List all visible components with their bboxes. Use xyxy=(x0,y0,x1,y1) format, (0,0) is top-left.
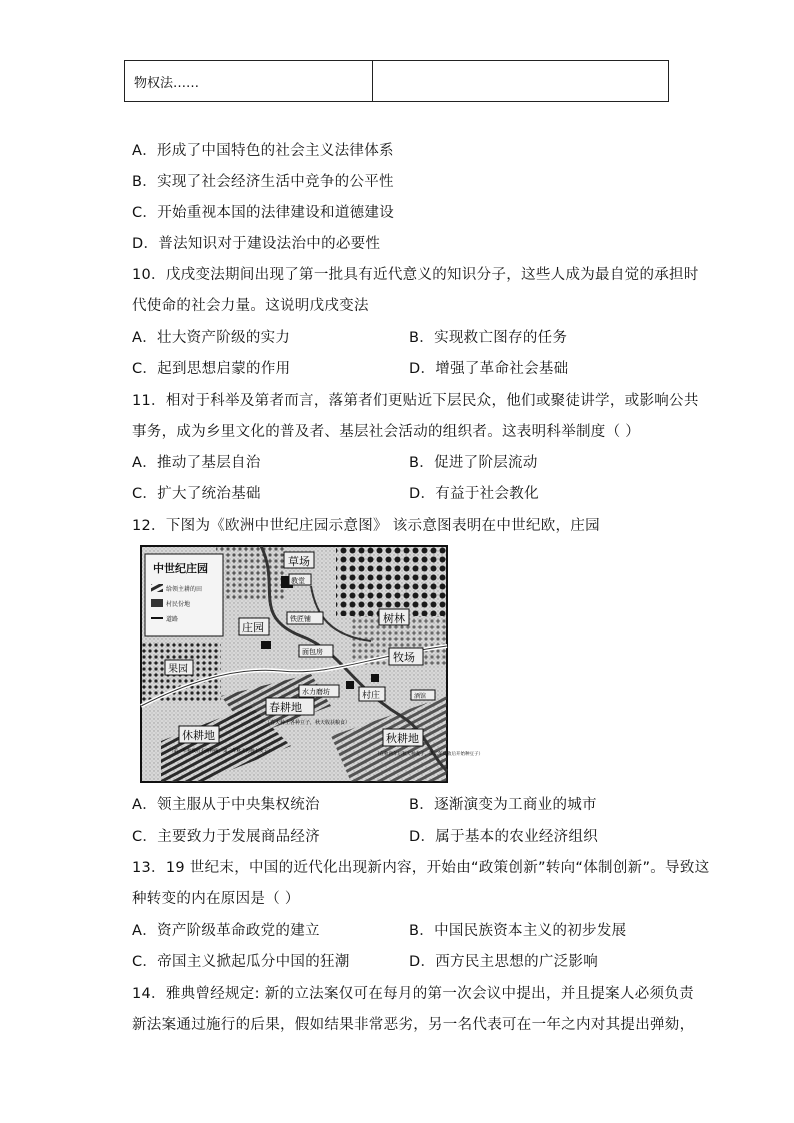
q13-option-c[interactable]: C．帝国主义掀起瓜分中国的狂潮 xyxy=(132,954,350,970)
q11-option-b[interactable]: B．促进了阶层流动 xyxy=(409,455,538,471)
building-4 xyxy=(371,674,379,682)
map-note-autumn: （在秋两年后秋天种麦子，第二年夏收后开始种豆子） xyxy=(375,752,483,757)
q10-option-c[interactable]: C．起到思想启蒙的作用 xyxy=(132,361,291,377)
q12-option-b[interactable]: B．逐渐演变为工商业的城市 xyxy=(409,797,597,813)
q12-stem-line1: 12．下图为《欧洲中世纪庄园示意图》 该示意图表明在中世纪欧，庄园 xyxy=(132,518,600,534)
q12-option-c[interactable]: C．主要致力于发展商品经济 xyxy=(132,829,321,845)
map-label-blacksmith: 铁匠铺 xyxy=(290,615,311,623)
q9-option-b[interactable]: B．实现了社会经济生活中竞争的公平性 xyxy=(132,174,394,190)
map-label-spring-field: 春耕地 xyxy=(269,701,302,714)
q10-option-d[interactable]: D．增强了革命社会基础 xyxy=(409,361,569,377)
map-label-inn: 酒馆 xyxy=(414,693,427,700)
map-label-manor: 庄园 xyxy=(242,621,264,634)
manor-map-svg xyxy=(141,546,483,782)
table-cell-left: 物权法…… xyxy=(125,61,373,102)
legend-item-lord: 给领主耕的田 xyxy=(166,586,203,593)
law-table xyxy=(124,60,669,102)
legend-swatch-villager xyxy=(151,599,163,607)
q9-option-c[interactable]: C．开始重视本国的法律建设和道德建设 xyxy=(132,205,395,221)
q13-stem-line2: 种转变的内在原因是（ ） xyxy=(132,891,300,907)
legend-item-villager: 村民份地 xyxy=(166,601,191,608)
map-label-mill: 水力磨坊 xyxy=(302,688,330,696)
map-label-bakery: 面包房 xyxy=(302,648,323,656)
q12-option-d[interactable]: D．属于基本的农业经济组织 xyxy=(409,829,599,845)
q10-stem-line1: 10．戊戌变法期间出现了第一批具有近代意义的知识分子，这些人成为最自觉的承担时 xyxy=(132,267,699,283)
q11-option-c[interactable]: C．扩大了统治基础 xyxy=(132,486,261,502)
map-label-autumn-field: 秋耕地 xyxy=(386,732,419,745)
building-3 xyxy=(346,681,354,689)
map-note-fallow: （第一年秋收后不再种植，第二年秋天再种上麦子） xyxy=(169,749,273,754)
map-label-grove: 树林 xyxy=(383,612,405,625)
manor-map-figure xyxy=(141,546,483,782)
q14-stem-line2: 新法案通过施行的后果，假如结果非常恶劣，另一名代表可在一年之内对其提出弹劾， xyxy=(132,1017,695,1033)
q11-stem-line2: 事务，成为乡里文化的普及者、基层社会活动的组织者。这表明科举制度（ ） xyxy=(132,424,641,440)
q9-option-d[interactable]: D．普法知识对于建设法治中的必要性 xyxy=(132,236,381,252)
q13-option-d[interactable]: D．西方民主思想的广泛影响 xyxy=(409,954,599,970)
table-row xyxy=(125,61,669,102)
q10-option-a[interactable]: A．壮大资产阶级的实力 xyxy=(132,330,291,346)
map-label-fallow-field: 休耕地 xyxy=(182,729,215,742)
q9-option-a[interactable]: A．形成了中国特色的社会主义法律体系 xyxy=(132,143,394,159)
q10-stem-line2: 代使命的社会力量。这说明戊戌变法 xyxy=(132,298,369,314)
legend-swatch-lord xyxy=(151,584,163,592)
q10-option-b[interactable]: B．实现救亡图存的任务 xyxy=(409,330,568,346)
q12-option-a[interactable]: A．领主服从于中央集权统治 xyxy=(132,797,320,813)
map-label-pasture: 草场 xyxy=(288,555,310,568)
map-note-spring: （春天种上各种豆子，秋天收获粮食） xyxy=(265,720,351,726)
map-label-ranch: 牧场 xyxy=(393,651,415,664)
legend-item-road: 道路 xyxy=(166,616,179,623)
q11-stem-line1: 11．相对于科举及第者而言，落第者们更贴近下层民众，他们或聚徒讲学，或影响公共 xyxy=(132,393,699,409)
q11-option-d[interactable]: D．有益于社会教化 xyxy=(409,486,539,502)
map-label-orchard: 果园 xyxy=(168,664,188,675)
table-cell-right xyxy=(373,61,669,102)
q13-stem-line1: 13．19 世纪末，中国的近代化出现新内容，开始由“政策创新”转向“体制创新”。导致这 xyxy=(132,860,710,876)
q13-option-b[interactable]: B．中国民族资本主义的初步发展 xyxy=(409,923,627,939)
building-2 xyxy=(261,641,271,649)
q14-stem-line1: 14．雅典曾经规定: 新的立法案仅可在每月的第一次会议中提出，并且提案人必须负责 xyxy=(132,986,694,1002)
map-label-church: 教堂 xyxy=(291,577,305,585)
forest-area-top-right xyxy=(336,546,447,616)
q11-option-a[interactable]: A．推动了基层自治 xyxy=(132,455,261,471)
map-label-village: 村庄 xyxy=(362,691,381,701)
legend-title: 中世纪庄园 xyxy=(153,562,208,575)
trees-top xyxy=(216,546,286,601)
q13-option-a[interactable]: A．资产阶级革命政党的建立 xyxy=(132,923,320,939)
